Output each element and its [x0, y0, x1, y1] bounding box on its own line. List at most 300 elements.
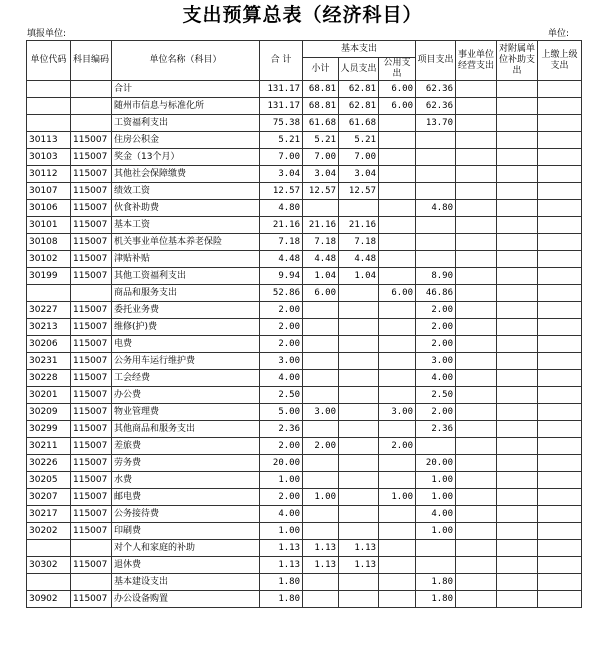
cell-unit-code: 30202 — [27, 523, 71, 540]
cell-business — [456, 404, 497, 421]
cell-total: 1.13 — [260, 557, 303, 574]
cell-business — [456, 336, 497, 353]
cell-name: 其他社会保障缴费 — [112, 166, 260, 183]
cell-personnel — [339, 404, 379, 421]
cell-public — [379, 370, 416, 387]
cell-name: 伙食补助费 — [112, 200, 260, 217]
cell-personnel: 1.04 — [339, 268, 379, 285]
cell-subsidy — [497, 319, 538, 336]
table-row — [27, 540, 582, 557]
cell-upper — [538, 251, 582, 268]
cell-unit-code — [27, 285, 71, 302]
cell-public — [379, 319, 416, 336]
cell-subject-code: 115007 — [71, 234, 112, 251]
header-project: 项目支出 — [416, 41, 456, 81]
cell-business — [456, 455, 497, 472]
cell-personnel — [339, 319, 379, 336]
cell-total: 2.50 — [260, 387, 303, 404]
cell-upper — [538, 115, 582, 132]
cell-project: 62.36 — [416, 81, 456, 98]
cell-upper — [538, 387, 582, 404]
cell-unit-code: 30102 — [27, 251, 71, 268]
cell-upper — [538, 472, 582, 489]
cell-subject-code: 115007 — [71, 336, 112, 353]
cell-public — [379, 149, 416, 166]
cell-total: 3.04 — [260, 166, 303, 183]
cell-business — [456, 438, 497, 455]
cell-upper — [538, 98, 582, 115]
cell-public — [379, 166, 416, 183]
cell-unit-code: 30902 — [27, 591, 71, 608]
cell-public — [379, 268, 416, 285]
cell-project — [416, 438, 456, 455]
cell-personnel — [339, 472, 379, 489]
cell-subsidy — [497, 591, 538, 608]
cell-subsidy — [497, 234, 538, 251]
cell-subtotal — [303, 574, 339, 591]
cell-personnel: 3.04 — [339, 166, 379, 183]
cell-name: 印刷费 — [112, 523, 260, 540]
cell-subsidy — [497, 302, 538, 319]
table-row — [27, 523, 582, 540]
table-row — [27, 387, 582, 404]
cell-project: 8.90 — [416, 268, 456, 285]
page-title: 支出预算总表（经济科目） — [182, 4, 423, 26]
cell-subsidy — [497, 370, 538, 387]
cell-subject-code: 115007 — [71, 217, 112, 234]
header-basic: 基本支出 — [303, 41, 416, 58]
cell-unit-code: 30103 — [27, 149, 71, 166]
cell-unit-code: 30106 — [27, 200, 71, 217]
cell-personnel: 7.18 — [339, 234, 379, 251]
cell-name: 合计 — [112, 81, 260, 98]
cell-business — [456, 319, 497, 336]
cell-public — [379, 115, 416, 132]
header-business: 事业单位经营支出 — [456, 41, 497, 81]
cell-subject-code: 115007 — [71, 319, 112, 336]
cell-public — [379, 183, 416, 200]
table-row — [27, 489, 582, 506]
cell-subject-code: 115007 — [71, 268, 112, 285]
cell-name: 电费 — [112, 336, 260, 353]
cell-project — [416, 149, 456, 166]
table-row — [27, 591, 582, 608]
header-unit-name: 单位名称（科目） — [112, 41, 260, 81]
cell-subtotal: 1.13 — [303, 540, 339, 557]
cell-public — [379, 217, 416, 234]
cell-personnel: 12.57 — [339, 183, 379, 200]
cell-subtotal — [303, 472, 339, 489]
cell-subsidy — [497, 574, 538, 591]
header-total: 合 计 — [260, 41, 303, 81]
cell-business — [456, 98, 497, 115]
cell-total: 7.18 — [260, 234, 303, 251]
cell-total: 2.00 — [260, 438, 303, 455]
cell-project: 2.36 — [416, 421, 456, 438]
cell-business — [456, 472, 497, 489]
cell-subsidy — [497, 200, 538, 217]
cell-upper — [538, 81, 582, 98]
cell-personnel: 62.81 — [339, 81, 379, 98]
cell-project: 2.00 — [416, 302, 456, 319]
cell-subject-code — [71, 98, 112, 115]
table-row — [27, 217, 582, 234]
cell-personnel: 62.81 — [339, 98, 379, 115]
cell-subject-code — [71, 540, 112, 557]
cell-public: 3.00 — [379, 404, 416, 421]
cell-public: 6.00 — [379, 98, 416, 115]
cell-name: 差旅费 — [112, 438, 260, 455]
table-row — [27, 438, 582, 455]
cell-project: 4.00 — [416, 370, 456, 387]
cell-business — [456, 574, 497, 591]
cell-subject-code: 115007 — [71, 251, 112, 268]
cell-project: 1.80 — [416, 574, 456, 591]
cell-business — [456, 506, 497, 523]
cell-business — [456, 557, 497, 574]
cell-public — [379, 557, 416, 574]
cell-project: 1.80 — [416, 591, 456, 608]
fill-unit-label: 填报单位: — [27, 29, 67, 39]
cell-subject-code: 115007 — [71, 489, 112, 506]
cell-total: 131.17 — [260, 81, 303, 98]
cell-total: 2.00 — [260, 319, 303, 336]
cell-unit-code: 30217 — [27, 506, 71, 523]
cell-name: 机关事业单位基本养老保险 — [112, 234, 260, 251]
cell-subject-code: 115007 — [71, 387, 112, 404]
table-row — [27, 251, 582, 268]
cell-unit-code: 30205 — [27, 472, 71, 489]
cell-business — [456, 387, 497, 404]
cell-unit-code: 30101 — [27, 217, 71, 234]
cell-subtotal: 12.57 — [303, 183, 339, 200]
cell-subtotal: 21.16 — [303, 217, 339, 234]
cell-subject-code: 115007 — [71, 200, 112, 217]
cell-subject-code: 115007 — [71, 557, 112, 574]
table-row — [27, 285, 582, 302]
cell-subtotal: 68.81 — [303, 81, 339, 98]
table-row — [27, 81, 582, 98]
cell-total: 4.00 — [260, 370, 303, 387]
cell-subject-code: 115007 — [71, 506, 112, 523]
cell-project: 1.00 — [416, 489, 456, 506]
cell-subtotal: 5.21 — [303, 132, 339, 149]
cell-project: 4.80 — [416, 200, 456, 217]
cell-subject-code: 115007 — [71, 472, 112, 489]
cell-subtotal: 4.48 — [303, 251, 339, 268]
cell-name: 基本工资 — [112, 217, 260, 234]
cell-personnel — [339, 370, 379, 387]
budget-table — [26, 40, 582, 608]
cell-business — [456, 268, 497, 285]
cell-personnel: 4.48 — [339, 251, 379, 268]
cell-personnel — [339, 523, 379, 540]
cell-total: 2.00 — [260, 489, 303, 506]
cell-unit-code: 30228 — [27, 370, 71, 387]
cell-business — [456, 115, 497, 132]
cell-subject-code: 115007 — [71, 302, 112, 319]
table-row — [27, 166, 582, 183]
header-unit-code: 单位代码 — [27, 41, 71, 81]
cell-subsidy — [497, 98, 538, 115]
cell-project: 13.70 — [416, 115, 456, 132]
table-row — [27, 574, 582, 591]
cell-subtotal: 6.00 — [303, 285, 339, 302]
table-row — [27, 183, 582, 200]
cell-subject-code: 115007 — [71, 404, 112, 421]
cell-subsidy — [497, 506, 538, 523]
cell-public: 6.00 — [379, 81, 416, 98]
table-row — [27, 132, 582, 149]
cell-personnel: 61.68 — [339, 115, 379, 132]
cell-upper — [538, 523, 582, 540]
cell-total: 1.80 — [260, 591, 303, 608]
cell-business — [456, 251, 497, 268]
cell-upper — [538, 132, 582, 149]
cell-business — [456, 302, 497, 319]
cell-name: 商品和服务支出 — [112, 285, 260, 302]
cell-project — [416, 251, 456, 268]
cell-public: 6.00 — [379, 285, 416, 302]
cell-total: 1.13 — [260, 540, 303, 557]
cell-subsidy — [497, 166, 538, 183]
cell-unit-code: 30226 — [27, 455, 71, 472]
cell-name: 随州市信息与标准化所 — [112, 98, 260, 115]
cell-total: 4.48 — [260, 251, 303, 268]
cell-name: 其他商品和服务支出 — [112, 421, 260, 438]
cell-public: 2.00 — [379, 438, 416, 455]
header-subject-code: 科目编码 — [71, 41, 112, 81]
table-row — [27, 336, 582, 353]
cell-unit-code: 30108 — [27, 234, 71, 251]
cell-upper — [538, 268, 582, 285]
cell-upper — [538, 149, 582, 166]
cell-name: 退休费 — [112, 557, 260, 574]
cell-personnel: 5.21 — [339, 132, 379, 149]
cell-public — [379, 591, 416, 608]
cell-total: 21.16 — [260, 217, 303, 234]
table-row — [27, 506, 582, 523]
table-row — [27, 370, 582, 387]
cell-business — [456, 523, 497, 540]
cell-unit-code: 30213 — [27, 319, 71, 336]
cell-unit-code — [27, 81, 71, 98]
header-public: 公用支出 — [379, 58, 416, 81]
cell-total: 52.86 — [260, 285, 303, 302]
cell-total: 2.36 — [260, 421, 303, 438]
cell-name: 物业管理费 — [112, 404, 260, 421]
cell-personnel: 21.16 — [339, 217, 379, 234]
cell-upper — [538, 455, 582, 472]
cell-subject-code: 115007 — [71, 455, 112, 472]
cell-subsidy — [497, 183, 538, 200]
cell-public — [379, 234, 416, 251]
cell-name: 奖金（13个月） — [112, 149, 260, 166]
cell-project — [416, 557, 456, 574]
cell-name: 其他工资福利支出 — [112, 268, 260, 285]
unit-label: 单位: — [548, 29, 570, 39]
cell-name: 邮电费 — [112, 489, 260, 506]
cell-upper — [538, 302, 582, 319]
cell-subtotal: 7.18 — [303, 234, 339, 251]
cell-upper — [538, 557, 582, 574]
cell-upper — [538, 285, 582, 302]
cell-personnel — [339, 421, 379, 438]
cell-business — [456, 234, 497, 251]
cell-upper — [538, 574, 582, 591]
cell-upper — [538, 217, 582, 234]
cell-subject-code — [71, 285, 112, 302]
cell-public — [379, 455, 416, 472]
table-row — [27, 200, 582, 217]
cell-name: 绩效工资 — [112, 183, 260, 200]
cell-unit-code: 30107 — [27, 183, 71, 200]
cell-personnel — [339, 285, 379, 302]
cell-unit-code: 30302 — [27, 557, 71, 574]
cell-total: 75.38 — [260, 115, 303, 132]
cell-project: 2.00 — [416, 336, 456, 353]
cell-name: 住房公积金 — [112, 132, 260, 149]
cell-subsidy — [497, 472, 538, 489]
cell-subsidy — [497, 455, 538, 472]
cell-total: 7.00 — [260, 149, 303, 166]
cell-subtotal: 2.00 — [303, 438, 339, 455]
cell-subsidy — [497, 438, 538, 455]
cell-upper — [538, 438, 582, 455]
cell-name: 工资福利支出 — [112, 115, 260, 132]
cell-upper — [538, 200, 582, 217]
cell-total: 12.57 — [260, 183, 303, 200]
table-row — [27, 115, 582, 132]
cell-business — [456, 540, 497, 557]
cell-project — [416, 166, 456, 183]
cell-public — [379, 540, 416, 557]
cell-personnel — [339, 574, 379, 591]
cell-subtotal — [303, 353, 339, 370]
cell-project: 46.86 — [416, 285, 456, 302]
cell-total: 1.00 — [260, 523, 303, 540]
cell-business — [456, 183, 497, 200]
cell-public — [379, 523, 416, 540]
cell-subtotal: 68.81 — [303, 98, 339, 115]
cell-unit-code: 30231 — [27, 353, 71, 370]
cell-subject-code: 115007 — [71, 370, 112, 387]
cell-total: 2.00 — [260, 336, 303, 353]
cell-business — [456, 370, 497, 387]
cell-name: 劳务费 — [112, 455, 260, 472]
cell-upper — [538, 353, 582, 370]
cell-business — [456, 132, 497, 149]
cell-public — [379, 574, 416, 591]
cell-personnel — [339, 353, 379, 370]
cell-subtotal: 1.13 — [303, 557, 339, 574]
cell-subject-code — [71, 81, 112, 98]
cell-subtotal: 3.00 — [303, 404, 339, 421]
cell-name: 水费 — [112, 472, 260, 489]
cell-subtotal — [303, 421, 339, 438]
cell-subsidy — [497, 336, 538, 353]
cell-subsidy — [497, 81, 538, 98]
cell-unit-code — [27, 540, 71, 557]
cell-project: 20.00 — [416, 455, 456, 472]
cell-project: 4.00 — [416, 506, 456, 523]
cell-upper — [538, 421, 582, 438]
cell-total: 2.00 — [260, 302, 303, 319]
cell-personnel — [339, 489, 379, 506]
cell-subtotal — [303, 200, 339, 217]
cell-business — [456, 285, 497, 302]
cell-subtotal: 1.04 — [303, 268, 339, 285]
cell-total: 5.00 — [260, 404, 303, 421]
cell-unit-code: 30211 — [27, 438, 71, 455]
cell-total: 4.80 — [260, 200, 303, 217]
cell-upper — [538, 183, 582, 200]
cell-subtotal — [303, 506, 339, 523]
cell-name: 公务接待费 — [112, 506, 260, 523]
cell-subject-code: 115007 — [71, 591, 112, 608]
cell-subject-code: 115007 — [71, 183, 112, 200]
cell-personnel — [339, 438, 379, 455]
cell-business — [456, 149, 497, 166]
cell-name: 维修(护)费 — [112, 319, 260, 336]
cell-subtotal — [303, 370, 339, 387]
cell-public — [379, 200, 416, 217]
cell-unit-code: 30113 — [27, 132, 71, 149]
table-header — [27, 41, 582, 81]
cell-public — [379, 472, 416, 489]
cell-subsidy — [497, 404, 538, 421]
cell-subsidy — [497, 540, 538, 557]
cell-total: 1.00 — [260, 472, 303, 489]
header-subsidy: 对附属单位补助支出 — [497, 41, 538, 81]
cell-project: 2.00 — [416, 319, 456, 336]
cell-personnel — [339, 506, 379, 523]
cell-total: 3.00 — [260, 353, 303, 370]
table-row — [27, 404, 582, 421]
cell-upper — [538, 336, 582, 353]
cell-subtotal: 1.00 — [303, 489, 339, 506]
cell-public — [379, 132, 416, 149]
cell-unit-code — [27, 98, 71, 115]
cell-subsidy — [497, 353, 538, 370]
cell-subject-code: 115007 — [71, 421, 112, 438]
cell-upper — [538, 404, 582, 421]
table-row — [27, 234, 582, 251]
cell-public — [379, 421, 416, 438]
cell-project: 2.00 — [416, 404, 456, 421]
cell-upper — [538, 489, 582, 506]
cell-subtotal — [303, 455, 339, 472]
cell-project — [416, 217, 456, 234]
cell-project — [416, 234, 456, 251]
cell-project — [416, 132, 456, 149]
table-row — [27, 268, 582, 285]
cell-subtotal — [303, 387, 339, 404]
cell-total: 20.00 — [260, 455, 303, 472]
cell-business — [456, 200, 497, 217]
cell-unit-code — [27, 574, 71, 591]
cell-subject-code: 115007 — [71, 523, 112, 540]
cell-upper — [538, 506, 582, 523]
cell-business — [456, 217, 497, 234]
cell-subsidy — [497, 268, 538, 285]
cell-subsidy — [497, 523, 538, 540]
cell-personnel — [339, 302, 379, 319]
table-row — [27, 421, 582, 438]
table-row — [27, 455, 582, 472]
cell-name: 公务用车运行维护费 — [112, 353, 260, 370]
cell-project — [416, 183, 456, 200]
